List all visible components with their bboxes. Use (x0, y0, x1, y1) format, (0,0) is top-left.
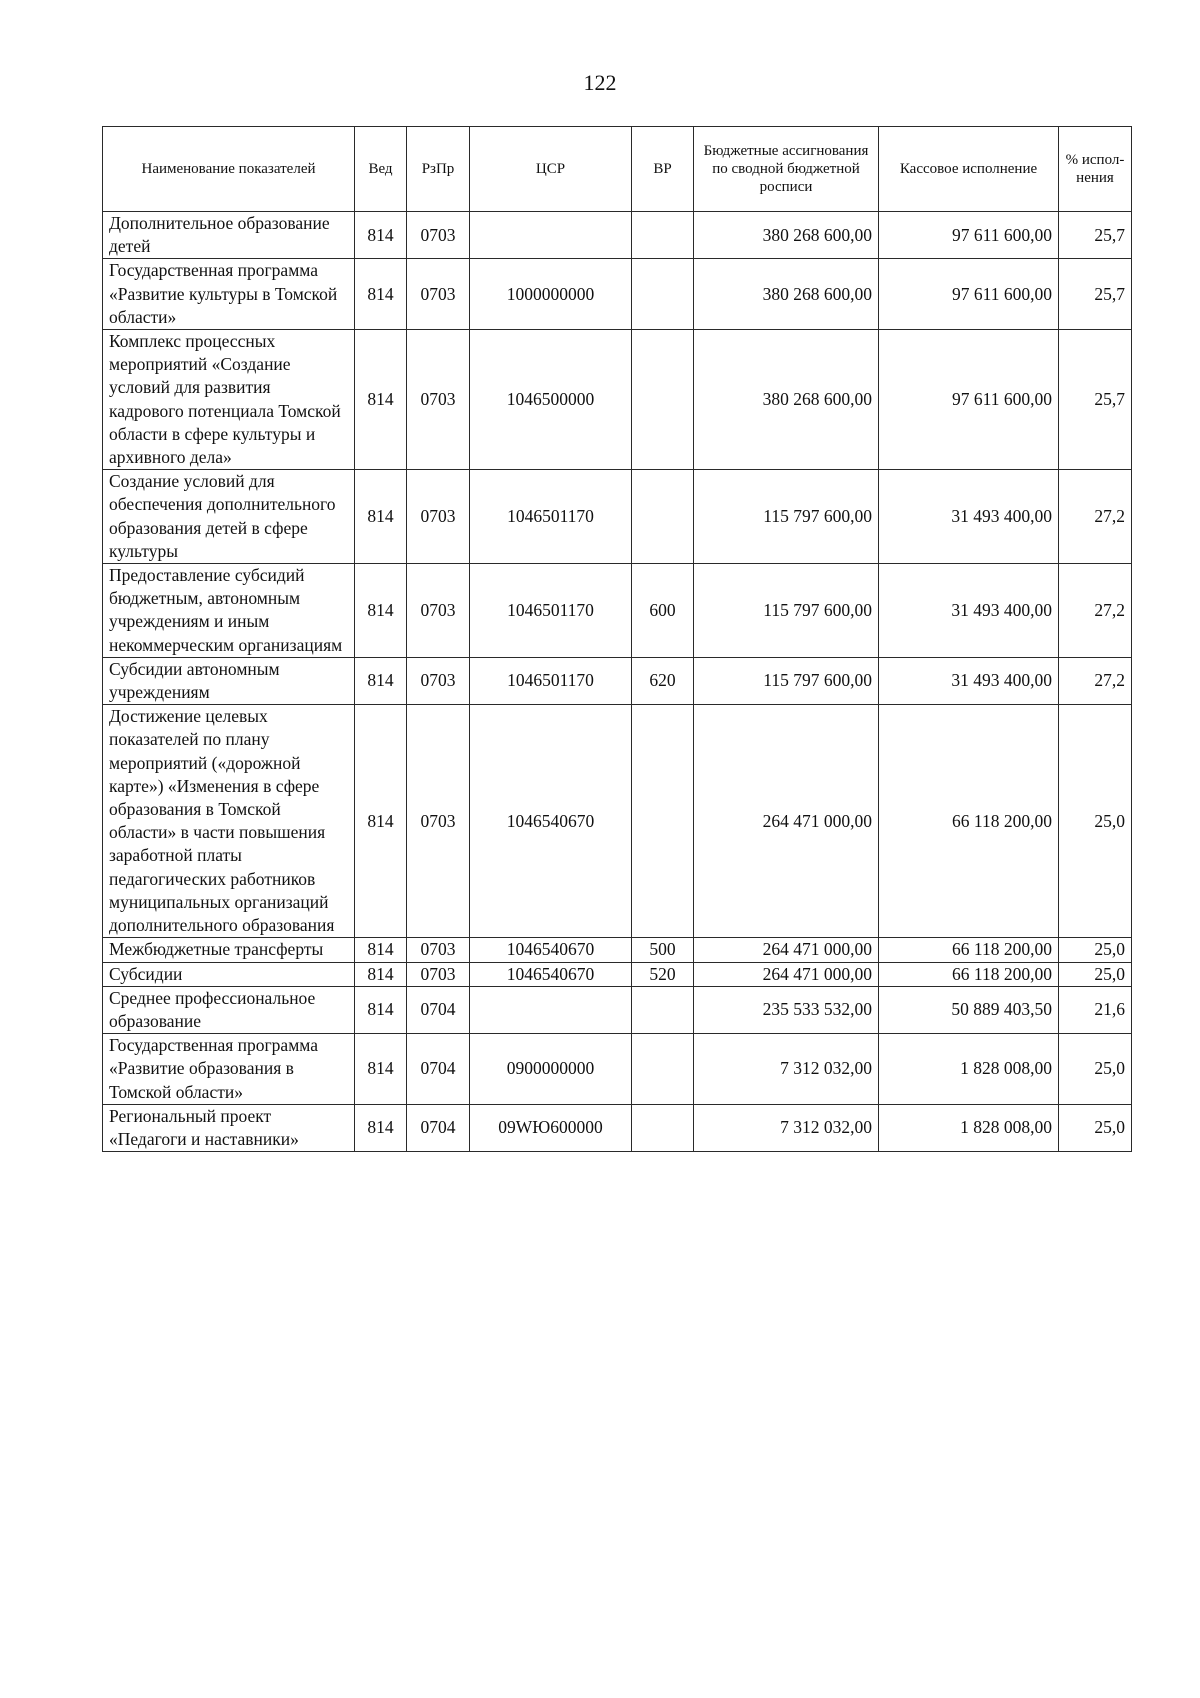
cell-vr (632, 986, 694, 1033)
cell-budget: 7 312 032,00 (694, 1034, 879, 1105)
cell-cash: 97 611 600,00 (879, 330, 1059, 470)
cell-cash: 97 611 600,00 (879, 212, 1059, 259)
cell-vr: 620 (632, 657, 694, 704)
cell-budget: 380 268 600,00 (694, 330, 879, 470)
cell-vr: 600 (632, 564, 694, 658)
cell-cash: 1 828 008,00 (879, 1034, 1059, 1105)
cell-csr: 1046540670 (470, 705, 632, 938)
cell-name: Среднее профессиональное образование (103, 986, 355, 1033)
cell-name: Субсидии автономным учреждениям (103, 657, 355, 704)
table-row (103, 962, 1132, 986)
cell-rzpr: 0704 (407, 986, 470, 1033)
cell-budget: 115 797 600,00 (694, 470, 879, 564)
cell-cash: 66 118 200,00 (879, 938, 1059, 962)
cell-rzpr: 0703 (407, 657, 470, 704)
cell-vr (632, 470, 694, 564)
cell-ved: 814 (355, 962, 407, 986)
cell-vr (632, 1034, 694, 1105)
budget-execution-table (102, 126, 1132, 1152)
cell-cash: 31 493 400,00 (879, 470, 1059, 564)
cell-csr: 1000000000 (470, 259, 632, 330)
header-budget: Бюджетные ассигнования по сводной бюджетной росписи (694, 127, 879, 212)
cell-ved: 814 (355, 1104, 407, 1151)
cell-rzpr: 0703 (407, 212, 470, 259)
cell-budget: 115 797 600,00 (694, 564, 879, 658)
cell-ved: 814 (355, 657, 407, 704)
cell-rzpr: 0703 (407, 938, 470, 962)
cell-pct: 25,7 (1059, 212, 1132, 259)
cell-csr: 1046501170 (470, 657, 632, 704)
table-row (103, 470, 1132, 564)
cell-csr: 0900000000 (470, 1034, 632, 1105)
cell-cash: 66 118 200,00 (879, 705, 1059, 938)
table-row (103, 938, 1132, 962)
cell-budget: 115 797 600,00 (694, 657, 879, 704)
cell-vr (632, 1104, 694, 1151)
cell-ved: 814 (355, 330, 407, 470)
cell-pct: 25,0 (1059, 1034, 1132, 1105)
table-row (103, 705, 1132, 938)
cell-budget: 7 312 032,00 (694, 1104, 879, 1151)
cell-ved: 814 (355, 705, 407, 938)
cell-budget: 380 268 600,00 (694, 212, 879, 259)
cell-vr (632, 330, 694, 470)
cell-csr (470, 986, 632, 1033)
cell-vr: 520 (632, 962, 694, 986)
cell-vr (632, 259, 694, 330)
cell-csr: 1046501170 (470, 564, 632, 658)
cell-ved: 814 (355, 259, 407, 330)
cell-pct: 25,7 (1059, 330, 1132, 470)
cell-rzpr: 0703 (407, 962, 470, 986)
cell-ved: 814 (355, 1034, 407, 1105)
cell-pct: 27,2 (1059, 470, 1132, 564)
cell-pct: 21,6 (1059, 986, 1132, 1033)
table-row (103, 986, 1132, 1033)
cell-rzpr: 0703 (407, 470, 470, 564)
header-name: Наименование показателей (103, 127, 355, 212)
cell-vr (632, 705, 694, 938)
cell-rzpr: 0703 (407, 564, 470, 658)
cell-ved: 814 (355, 938, 407, 962)
cell-name: Предоставление субсидий бюджетным, автономным учреждениям и иным некоммерческим организациям (103, 564, 355, 658)
table-row (103, 1104, 1132, 1151)
table-row (103, 1034, 1132, 1105)
cell-name: Субсидии (103, 962, 355, 986)
cell-csr: 09WЮ600000 (470, 1104, 632, 1151)
cell-csr: 1046540670 (470, 962, 632, 986)
cell-name: Государственная программа «Развитие культуры в Томской области» (103, 259, 355, 330)
cell-name: Дополнительное образование детей (103, 212, 355, 259)
header-pct: % испол-нения (1059, 127, 1132, 212)
cell-csr (470, 212, 632, 259)
cell-pct: 27,2 (1059, 657, 1132, 704)
cell-csr: 1046540670 (470, 938, 632, 962)
cell-csr: 1046501170 (470, 470, 632, 564)
cell-ved: 814 (355, 212, 407, 259)
cell-budget: 264 471 000,00 (694, 962, 879, 986)
table-row (103, 657, 1132, 704)
cell-budget: 264 471 000,00 (694, 938, 879, 962)
cell-name: Государственная программа «Развитие образования в Томской области» (103, 1034, 355, 1105)
cell-pct: 25,0 (1059, 1104, 1132, 1151)
cell-ved: 814 (355, 470, 407, 564)
cell-rzpr: 0704 (407, 1034, 470, 1105)
cell-cash: 1 828 008,00 (879, 1104, 1059, 1151)
cell-name: Региональный проект «Педагоги и наставники» (103, 1104, 355, 1151)
table-header-row (103, 127, 1132, 212)
cell-pct: 25,0 (1059, 938, 1132, 962)
cell-vr: 500 (632, 938, 694, 962)
cell-name: Создание условий для обеспечения дополнительного образования детей в сфере культуры (103, 470, 355, 564)
cell-pct: 25,0 (1059, 962, 1132, 986)
cell-name: Межбюджетные трансферты (103, 938, 355, 962)
cell-pct: 27,2 (1059, 564, 1132, 658)
cell-cash: 97 611 600,00 (879, 259, 1059, 330)
cell-cash: 50 889 403,50 (879, 986, 1059, 1033)
cell-pct: 25,7 (1059, 259, 1132, 330)
cell-name: Достижение целевых показателей по плану мероприятий («дорожной карте») «Изменения в сфере образования в Томской области» в части повышения заработной платы педагогических работников муниципальных организаций дополнительного образования (103, 705, 355, 938)
header-ved: Вед (355, 127, 407, 212)
cell-cash: 31 493 400,00 (879, 564, 1059, 658)
table-row (103, 564, 1132, 658)
table-row (103, 212, 1132, 259)
cell-budget: 380 268 600,00 (694, 259, 879, 330)
table-row (103, 330, 1132, 470)
table-row (103, 259, 1132, 330)
cell-budget: 264 471 000,00 (694, 705, 879, 938)
header-vr: ВР (632, 127, 694, 212)
cell-vr (632, 212, 694, 259)
header-cash: Кассовое исполнение (879, 127, 1059, 212)
cell-cash: 66 118 200,00 (879, 962, 1059, 986)
cell-cash: 31 493 400,00 (879, 657, 1059, 704)
cell-csr: 1046500000 (470, 330, 632, 470)
header-csr: ЦСР (470, 127, 632, 212)
cell-ved: 814 (355, 564, 407, 658)
cell-name: Комплекс процессных мероприятий «Создание условий для развития кадрового потенциала Томской области в сфере культуры и архивного дела» (103, 330, 355, 470)
cell-pct: 25,0 (1059, 705, 1132, 938)
header-rzpr: РзПр (407, 127, 470, 212)
cell-budget: 235 533 532,00 (694, 986, 879, 1033)
cell-rzpr: 0703 (407, 330, 470, 470)
cell-rzpr: 0703 (407, 705, 470, 938)
cell-rzpr: 0704 (407, 1104, 470, 1151)
cell-rzpr: 0703 (407, 259, 470, 330)
page-number: 122 (583, 70, 617, 95)
cell-ved: 814 (355, 986, 407, 1033)
